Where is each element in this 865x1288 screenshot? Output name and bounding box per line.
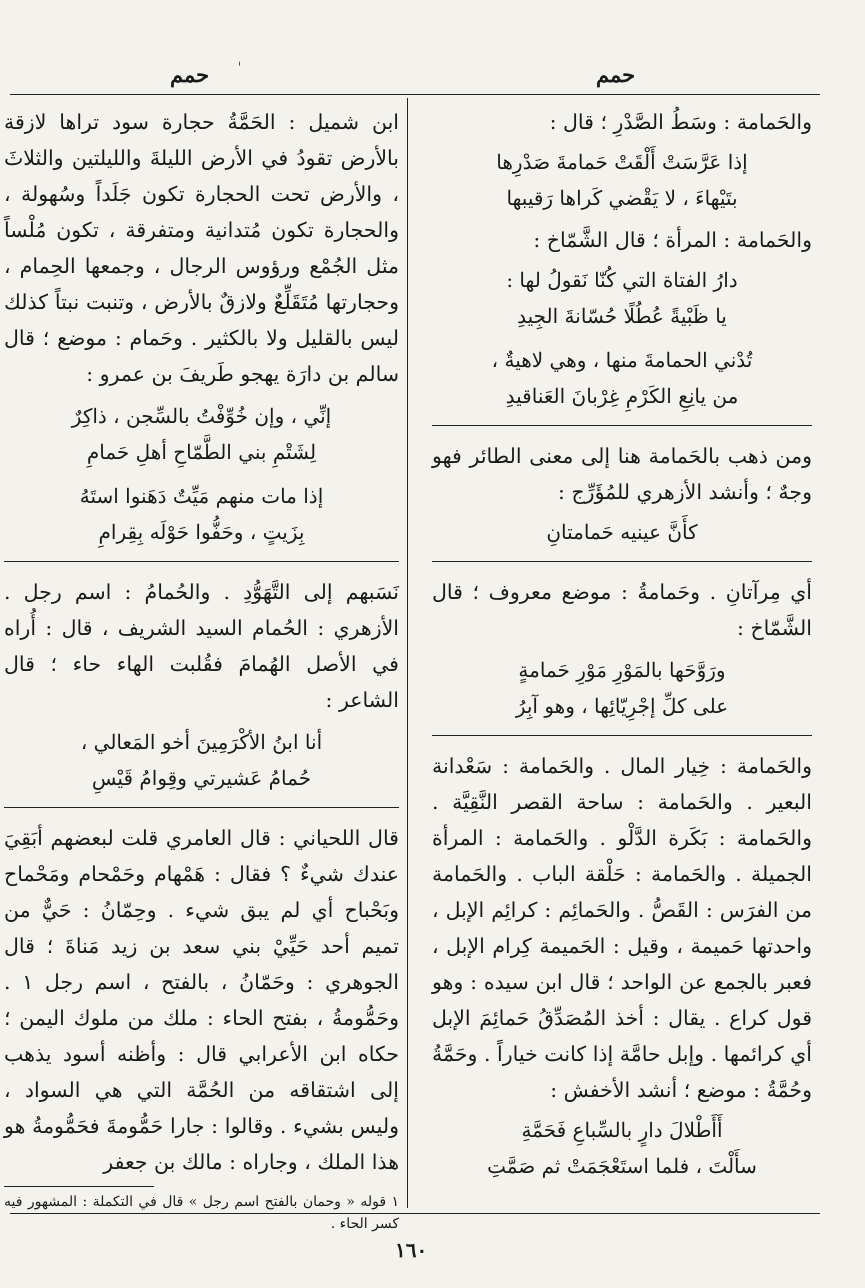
section-rule xyxy=(432,561,812,562)
verse-line: بتَيْهاءَ ، لا يَقْضي كَراها رَقيبها xyxy=(506,186,738,210)
paragraph: والحَمامة : المرأة ؛ قال الشَّمّاخ : xyxy=(533,228,812,252)
right-column xyxy=(432,104,812,1184)
page-number: ١٦٠ xyxy=(395,1238,428,1262)
verse-line: حُمامُ عَشيرتي وقِوامُ قَيْسِ xyxy=(91,766,312,790)
header-rule xyxy=(10,94,820,95)
paragraph: والحَمامة : وسَطُ الصَّدْرِ ؛ قال : xyxy=(549,110,812,134)
verse-line: على كلِّ إجْرِيّائِها ، وهو آبِرُ xyxy=(515,694,729,718)
footnote: ١ قوله « وحمان بالفتح اسم رجل » قال في التكملة : المشهور فيه كسر الحاء . xyxy=(4,1194,399,1232)
verse-line: إذا عَرَّسَتْ أَلْقَتْ حَمامةَ صَدْرِها xyxy=(496,150,748,174)
verse-line: إنِّي ، وإن خُوِّفْتُ بالسِّجن ، ذاكِرٌ xyxy=(71,404,332,428)
paragraph: قال اللحياني : قال العامري قلت لبعضهم أبَقِيَ عندك شيءٌ ؟ فقال : هَمْهام وحَمْحام ومَحْماح وبَحْباح أي لم يبق شيء . وحِمّانُ : حَيٌّ من تميم أحد حَيِّيْ بني سعد بن زيد مَناةَ ؛ قال الجوهري : وحَمّانُ ، بالفتح ، اسم رجل ١ . وحَمُّومةُ ، بفتح الحاء : ملك من ملوك اليمن ؛ حكاه ابن الأعرابي قال : وأظنه أسود يذهب إلى اشتقاقه من الحُمَّة التي هي السواد ، وليس بشيء . وقالوا : جارا حَمُّومةَ فحَمُّومةُ هو هذا الملك ، وجاراه : مالك بن جعفر xyxy=(4,826,399,1174)
verse-line: من يانِعِ الكَرْمِ غِرْبانَ العَناقيدِ xyxy=(505,384,739,408)
section-rule xyxy=(432,735,812,736)
section-rule xyxy=(4,561,399,562)
verse-line: كأَنَّ عينيه حَمامتانِ xyxy=(546,520,698,544)
paragraph: والحَمامة : خِيار المال . والحَمامة : سَعْدانة البعير . والحَمامة : ساحة القصر النَّقِيَّة . والحَمامة : بَكَرة الدَّلْو . والحَمامة : المرأة الجميلة . والحَمامة : حَلْقة الباب . والحَمامة من الفرَس : القَصُّ . والحَمائِم : كرائِم الإبل ، واحدتها حَميمة ، وقيل : الحَميمة كِرام الإبل ، فعبر بالجمع عن الواحد ؛ قال ابن سيده : وهو قول كراع . يقال : أخذ المُصَدِّقُ حَمائِمَ الإبل أي كرائمها . وإبل حامَّة إذا كانت خياراً . وحَمَّةُ وحُمَّةُ : موضع ؛ أنشد الأخفش : xyxy=(432,754,812,1102)
verse-line: سأَلْتَ ، فلما استَعْجَمَتْ ثم صَمَّتِ xyxy=(487,1154,757,1178)
verse-line: بِزَيتٍ ، وحَفُّوا حَوْلَه بِقِرامِ xyxy=(98,520,305,544)
paragraph: ومن ذهب بالحَمامة هنا إلى معنى الطائر فهو وجهٌ ؛ وأنشد الأزهري للمُؤَرِّج : xyxy=(432,444,812,504)
paragraph: نَسَبهم إلى التَّهَوُّدِ . والحُمامُ : اسم رجل . الأزهري : الحُمام السيد الشريف ، قال : أُراه في الأصل الهُمامَ فقُلبت الهاء حاء ؛ قال الشاعر : xyxy=(4,580,399,712)
paragraph: أي مِرآتانِ . وحَمامةُ : موضع معروف ؛ قال الشَّمّاخ : xyxy=(432,580,812,640)
paragraph: ابن شميل : الحَمَّةُ حجارة سود تراها لازقة بالأرض تقودُ في الأرض الليلةَ والليلتين والثلاثَ ، والأرض تحت الحجارة تكون جَلَداً وسُهولة ، والحجارة تكون مُتدانية ومتفرقة ، تكون مُلْساً مثل الجُمْع ورؤوس الرجال ، وجمعها الحِمام ، وحجارتها مُتَقَلِّعٌ ولازقٌ بالأرض ، وتنبت نبتاً كذلك ليس بالقليل ولا بالكثير . وحَمام : موضع ؛ قال سالم بن دارَة يهجو طَريفَ بن عمرو : xyxy=(4,110,399,386)
section-rule xyxy=(432,425,812,426)
verse-line: دارُ الفتاة التي كُنّا نَقولُ لها : xyxy=(506,268,738,292)
verse-line: لِشَتْمِ بني الطَّمّاحِ أهلِ حَمامِ xyxy=(86,440,317,464)
section-rule xyxy=(4,807,399,808)
footnote-rule xyxy=(4,1186,154,1187)
verse-line: تُدْني الحمامةَ منها ، وهي لاهيةٌ ، xyxy=(491,348,753,372)
verse-line: ورَوَّحَها بالمَوْرِ مَوْرِ حَمامةٍ xyxy=(518,658,726,682)
verse-line: أَأَطْلالَ دارٍ بالسِّباعِ فَحَمَّةِ xyxy=(521,1118,723,1142)
column-divider xyxy=(407,98,408,1208)
verse-line: أنا ابنُ الأكْرَمِينَ أخو المَعالي ، xyxy=(80,730,323,754)
running-header-left: حمم xyxy=(170,62,210,87)
footer-rule xyxy=(10,1213,820,1214)
verse-line: إذا مات منهم مَيِّتٌ دَهَنوا استَهُ xyxy=(79,484,324,508)
verse-line: يا ظَبْيةً عُطُلًا حُسّانةَ الجِيدِ xyxy=(517,304,727,328)
left-column xyxy=(4,104,399,1235)
running-header-right: حمم xyxy=(596,62,636,87)
